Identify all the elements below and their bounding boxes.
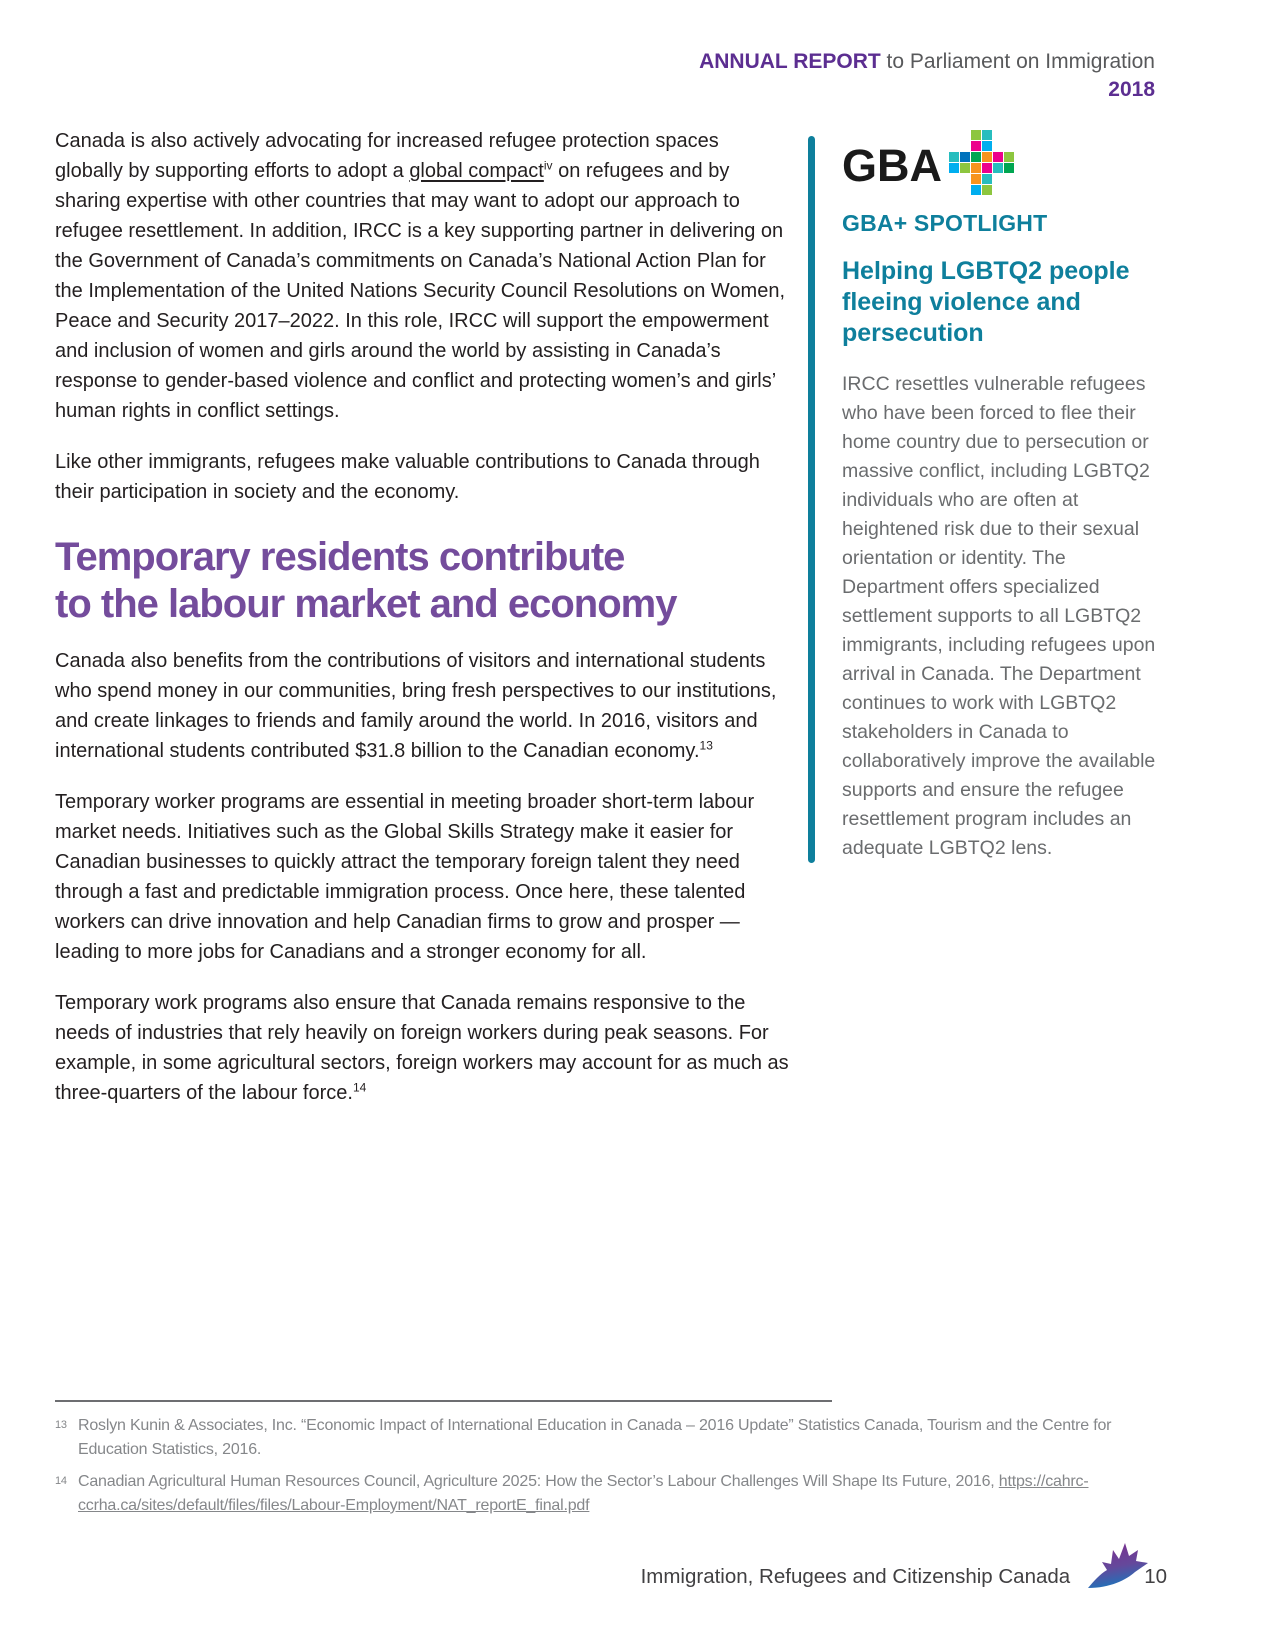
gba-plus-icon: [949, 130, 1014, 195]
gba-plus-logo: [842, 136, 1160, 195]
sidebar-heading: Helping LGBTQ2 people fleeing violence and persecution: [842, 257, 1130, 347]
gba-plus-cell: [993, 152, 1003, 162]
sidebar-content: [815, 136, 1160, 863]
page-number: 10: [1144, 1564, 1167, 1588]
gba-plus-cell: [982, 130, 992, 140]
report-year: 2018: [1108, 78, 1155, 101]
sidebar-accent-bar: [808, 136, 815, 863]
footnote-13-marker: 13: [55, 1419, 67, 1431]
gba-plus-cell: [949, 163, 959, 173]
paragraph-text: Canada is also actively advocating for increased refugee protection spaces globally by supporting efforts to adopt a: [55, 130, 719, 182]
gba-plus-cell: [982, 163, 992, 173]
gba-plus-cell: [960, 163, 970, 173]
footer-department: Immigration, Refugees and Citizenship Canada: [640, 1564, 1071, 1588]
gba-plus-cell: [971, 163, 981, 173]
page-footer: [641, 1554, 1167, 1599]
footnote-14-link[interactable]: https://cahrc-ccrha.ca/sites/default/files/files/Labour-Employment/NAT_reportE_final.pdf: [78, 1473, 1089, 1514]
paragraph-peak-seasons: [55, 988, 792, 1108]
report-title-rest: to Parliament on Immigration: [880, 50, 1155, 73]
paragraph-text: Temporary work programs also ensure that Canada remains responsive to the needs of industries that rely heavily on foreign workers during peak seasons. For example, in some agricultural sectors, foreign workers may account for as much as three-quarters of the labour force.: [55, 992, 789, 1104]
gba-plus-cell: [982, 152, 992, 162]
gba-spotlight-label: GBA+ SPOTLIGHT: [842, 210, 1048, 236]
gba-plus-cell: [993, 163, 1003, 173]
footnotes-section: [55, 1400, 1160, 1526]
paragraph-temporary-workers: Temporary worker programs are essential in meeting broader short-term labour market needs. Initiatives such as the Global Skills Strategy make it easier for Canadian businesses to quickly attract the temporary foreign talent they need through a fast and predictable immigration process. Once here, these talented workers can drive innovation and help Canadian firms to grow and prosper — leading to more jobs for Canadians and a stronger economy for all.: [55, 791, 755, 963]
report-title-bold: ANNUAL REPORT: [699, 50, 881, 73]
footnote-ref-13: 13: [699, 738, 713, 753]
section-heading-line1: Temporary residents contribute: [55, 535, 625, 579]
gba-plus-cell: [971, 152, 981, 162]
paragraph-text: on refugees and by sharing expertise with other countries that may want to adopt our approach to refugee resettlement. In addition, IRCC is a key supporting partner in delivering on the Government of Canada’s commitments on Canada’s National Action Plan for the Implementation of the United Nations Security Council Resolutions on Women, Peace and Security 2017–2022. In this role, IRCC will support the empowerment and inclusion of women and girls around the world by assisting in Canada’s response to gender-based violence and conflict and protecting women’s and girls’ human rights in conflict settings.: [55, 160, 786, 422]
sidebar-body-text: IRCC resettles vulnerable refugees who have been forced to flee their home country due to persecution or massive conflict, including LGBTQ2 individuals who are often at heightened risk due to their sexual orientation or identity. The Department offers specialized settlement supports to all LGBTQ2 immigrants, including refugees upon arrival in Canada. The Department continues to work with LGBTQ2 stakeholders in Canada to collaboratively improve the available supports and ensure the refugee resettlement program includes an adequate LGBTQ2 lens.: [842, 373, 1156, 859]
gba-plus-cell: [971, 141, 981, 151]
footnote-ref-14: 14: [352, 1080, 367, 1095]
paragraph-visitors-students: [55, 646, 792, 766]
gba-plus-cell: [971, 174, 981, 184]
gba-plus-cell: [1004, 163, 1014, 173]
paragraph-text: Canada also benefits from the contributions of visitors and international students who spend money in our communities, bring fresh perspectives to our institutions, and create linkages to friends and family around the world. In 2016, visitors and international students contributed $31.8 billion to the Canadian economy.: [55, 650, 777, 762]
gba-spotlight-sidebar: [808, 136, 1160, 863]
footnote-divider: [55, 1400, 832, 1402]
gba-plus-cell: [982, 185, 992, 195]
main-column: [55, 126, 792, 1129]
gba-plus-cell: [960, 152, 970, 162]
gba-plus-cell: [1004, 152, 1014, 162]
page-header: [699, 48, 1155, 104]
gba-plus-cell: [971, 185, 981, 195]
gba-plus-cell: [982, 174, 992, 184]
endnote-ref-iv: iv: [543, 158, 553, 173]
footnote-14-marker: 14: [55, 1475, 67, 1487]
section-heading: [55, 534, 792, 628]
gba-plus-cell: [971, 130, 981, 140]
footnote-13-text: Roslyn Kunin & Associates, Inc. “Economic Impact of International Education in Canada – 2016 Update” Statistics Canada, Tourism and the Centre for Education Statistics, 2016.: [78, 1417, 1112, 1458]
footnote-14: [55, 1470, 1160, 1518]
gba-plus-cell: [949, 152, 959, 162]
section-heading-line2: to the labour market and economy: [55, 582, 677, 626]
report-title: [699, 48, 1155, 76]
gba-plus-cell: [982, 141, 992, 151]
maple-leaf-icon: [1084, 1540, 1150, 1599]
footnote-14-text: Canadian Agricultural Human Resources Council, Agriculture 2025: How the Sector’s Labour Challenges Will Shape Its Future, 2016,: [78, 1473, 999, 1490]
paragraph-refugee-contributions: Like other immigrants, refugees make valuable contributions to Canada through their participation in society and the economy.: [55, 451, 760, 503]
gba-logo-text: GBA: [842, 140, 942, 191]
footnote-13: [55, 1414, 1160, 1462]
global-compact-link[interactable]: global compact: [409, 160, 544, 182]
paragraph-refugee-advocacy: [55, 126, 792, 426]
